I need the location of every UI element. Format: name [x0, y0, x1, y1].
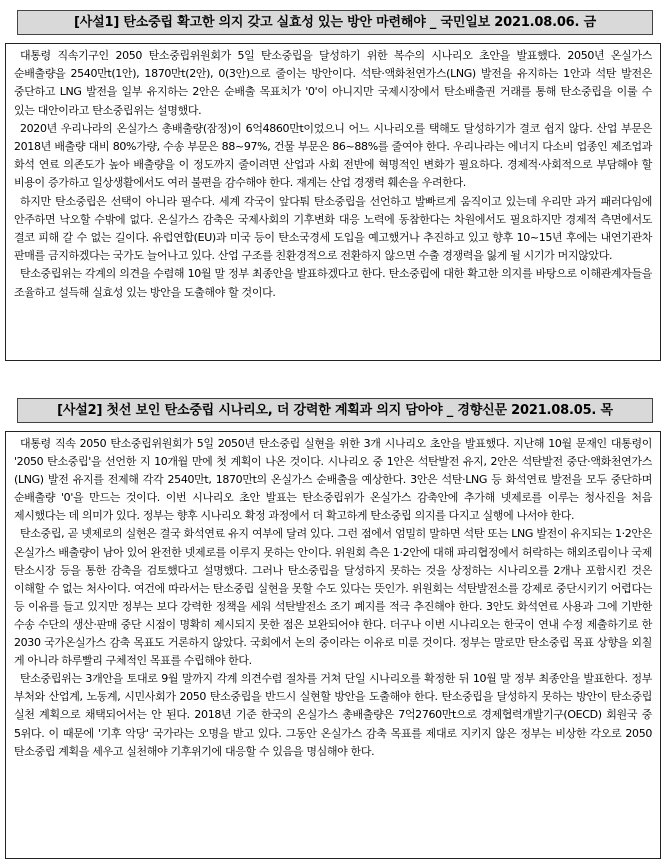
- editorial-1-body: [5, 43, 661, 361]
- editorial-1-paragraph-3: 하지만 탄소중립은 선택이 아니라 필수다. 세계 각국이 앞다퉈 탄소중립을 선언하고 발빠르게 움직이고 있는데 우리만 과거 패러다임에 안주하면 낙오할 수밖에 없다. 온실가스 감축은 국제사회의 기후변화 대응 노력에 동참한다는 차원에서도 필요하지만 경제적 측면에서도 결코 피해 갈 수 없는 길이다. 유럽연합(EU)과 미국 등이 탄소국경세 도입을 예고했거나 추진하고 있고 향후 10~15년 후에는 내연기관차 판매를 금지하겠다는 국가도 늘어나고 있다. 산업 구조를 친환경적으로 전환하지 않으면 수출 경쟁력을 잃게 될 시기가 머지않았다.: [14, 194, 652, 263]
- editorial-2-title: [사설2] 첫선 보인 탄소중립 시나리오, 더 강력한 계획과 의지 담아야 _ 경향신문 2021.08.05. 목: [17, 398, 653, 423]
- editorial-2-body: [5, 431, 661, 859]
- editorial-1-paragraph-4: 탄소중립위는 각계의 의견을 수렴해 10월 말 정부 최종안을 발표하겠다고 한다. 탄소중립에 대한 확고한 의지를 바탕으로 이해관계자들을 조율하고 설득해 실효성 있는 방안을 도출해야 할 것이다.: [14, 267, 652, 299]
- editorial-2-paragraph-2: 탄소중립, 곧 넷제로의 실현은 결국 화석연료 유지 여부에 달려 있다. 그런 점에서 엄밀히 말하면 석탄 또는 LNG 발전이 유지되는 1·2안은 온실가스 배출량이 남아 있어 완전한 넷제로를 이루지 못하는 안이다. 위원회 측은 1·2안에 대해 파리협정에서 허락하는 해외조림이나 국제 탄소시장 등을 통한 감축을 검토했다고 설명했다. 그러나 탄소중립을 달성하지 못하는 것을 상정하는 시나리오를 2개나 포함시킨 것은 이해할 수 없는 처사이다. 여건에 따라서는 탄소중립 실현을 못할 수도 있다는 뜻인가. 위원회는 석탄발전소를 강제로 중단시키기 어렵다는 등 이유를 들고 있지만 정부는 보다 강력한 정책을 세워 석탄발전소 조기 폐지를 적극 추진해야 한다. 3안도 화석연료 사용과 그에 기반한 수송 수단의 생산·판매 중단 시점이 명확히 제시되지 못한 점은 보완되어야 한다. 더구나 이번 시나리오는 한국이 연내 수정 제출하기로 한 2030 국가온실가스 감축 목표도 거론하지 않았다. 국회에서 논의 중이라는 이유로 미룬 것이다. 정부는 말로만 탄소중립 목표 상향을 외칠 게 아니라 하루빨리 구체적인 목표를 수립해야 한다.: [14, 527, 652, 668]
- editorial-2-paragraph-3: 탄소중립위는 3개안을 토대로 9월 말까지 각계 의견수렴 절차를 거쳐 단일 시나리오를 확정한 뒤 10월 말 정부 최종안을 발표한다. 정부 부처와 산업계, 노동계, 시민사회가 2050 탄소중립을 반드시 실현할 방안을 도출해야 한다. 탄소중립을 달성하지 못하는 방안이 탄소중립 실천 계획으로 채택되어서는 안 된다. 2018년 기준 한국의 온실가스 총배출량은 7억2760만t으로 경제협력개발기구(OECD) 회원국 중 5위다. 이 때문에 '기후 악당' 국가라는 오명을 받고 있다. 그동안 온실가스 감축 목표를 제대로 지키지 않은 정부는 비상한 각오로 2050 탄소중립 계획을 세우고 실천해야 기후위기에 대응할 수 있음을 명심해야 한다.: [14, 672, 652, 758]
- editorial-1-paragraph-2: 2020년 우리나라의 온실가스 총배출량(잠정)이 6억4860만t이었으니 어느 시나리오를 택해도 달성하기가 결코 쉽지 않다. 산업 부문은 2018년 배출량 대비 80%가량, 수송 부문은 88~97%, 건물 부문은 86~88%를 줄여야 한다. 우리나라는 에너지 다소비 업종인 제조업과 화석 연료 의존도가 높아 배출량을 이 정도까지 줄이려면 산업과 사회 전반에 혁명적인 변화가 필요하다. 경제적·사회적으로 부담해야 할 비용이 증가하고 일상생활에서도 여러 불편을 감수해야 한다. 재계는 산업 경쟁력 훼손을 우려한다.: [14, 121, 652, 190]
- editorial-2-paragraph-1: 대통령 직속 2050 탄소중립위원회가 5일 2050년 탄소중립 실현을 위한 3개 시나리오 초안을 발표했다. 지난해 10월 문재인 대통령이 '2050 탄소중립'을 선언한 지 10개월 만에 첫 계획이 나온 것이다. 시나리오 중 1안은 석탄발전 유지, 2안은 석탄발전 중단·액화천연가스(LNG) 발전 유지를 전제해 각각 2540만t, 1870만t의 온실가스 순배출을 예상한다. 3안은 석탄·LNG 등 화석연료 발전을 모두 중단하며 순배출량 '0'을 만드는 것이다. 이번 시나리오 초안 발표는 탄소중립위가 온실가스 감축안에 추가해 넷제로를 이루는 청사진을 처음 제시했다는 데 의미가 있다. 정부는 향후 시나리오 확정 과정에서 더 확고하게 탄소중립 의지를 다지고 실행에 나서야 한다.: [14, 437, 652, 523]
- editorial-1-paragraph-1: 대통령 직속기구인 2050 탄소중립위원회가 5일 탄소중립을 달성하기 위한 복수의 시나리오 초안을 발표했다. 2050년 온실가스 순배출량을 2540만t(1안), 1870만t(2안), 0(3안)으로 줄이는 방안이다. 석탄·액화천연가스(LNG) 발전을 유지하는 1안과 석탄 발전은 중단하고 LNG 발전을 일부 유지하는 2안은 순배출 목표치가 '0'이 아니지만 국제시장에서 탄소배출권 거래를 통해 탄소중립을 이룰 수 있는 대안이라고 탄소중립위는 설명했다.: [14, 49, 652, 117]
- editorial-1-title: [사설1] 탄소중립 확고한 의지 갖고 실효성 있는 방안 마련해야 _ 국민일보 2021.08.06. 금: [17, 10, 653, 35]
